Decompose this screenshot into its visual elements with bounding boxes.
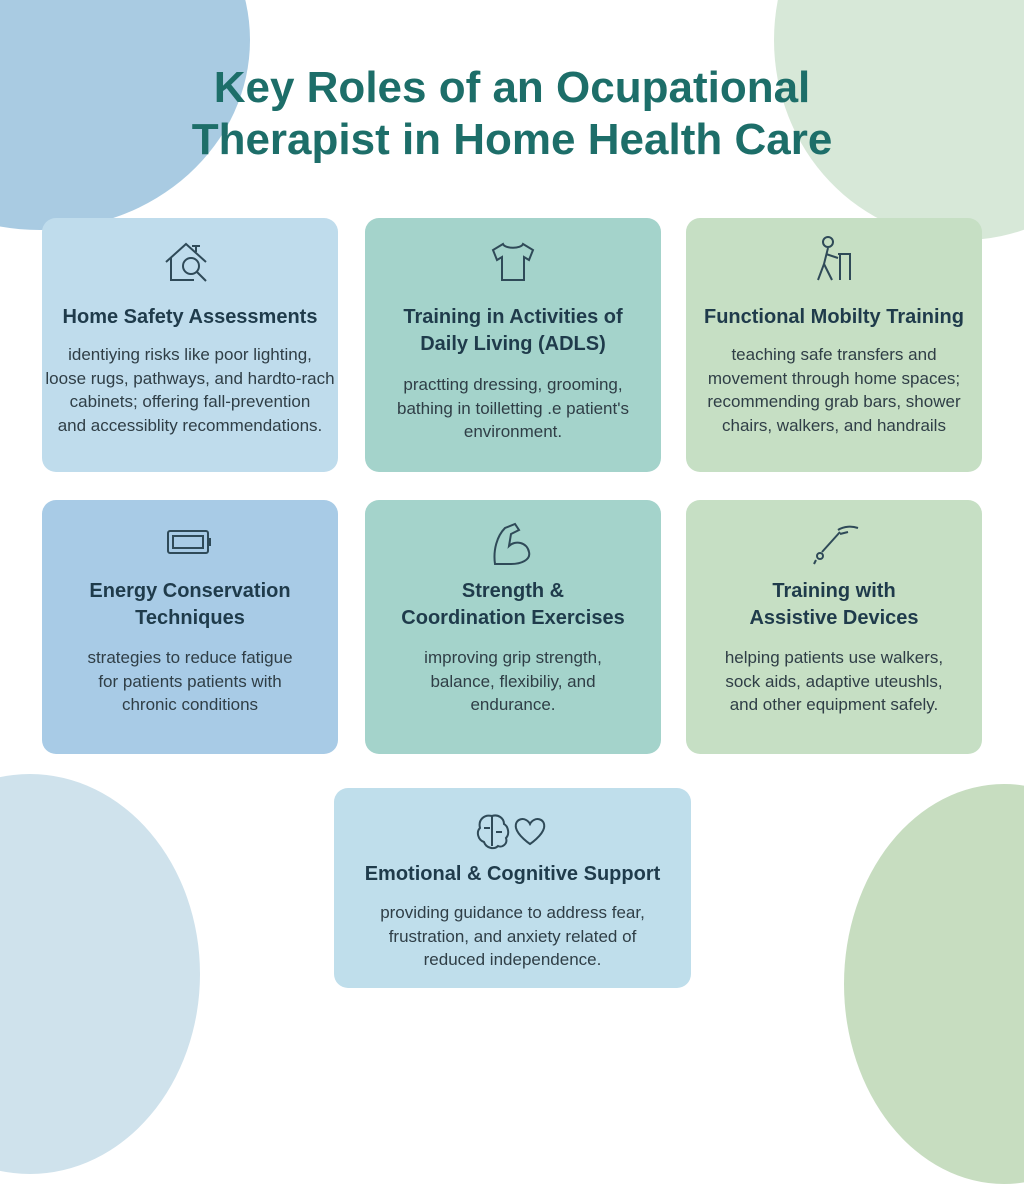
card-description: providing guidance to address fear, frustration, and anxiety related of reduced independence.: [380, 903, 645, 969]
card-title: Strength & Coordination Exercises: [401, 580, 625, 629]
flexed-arm-icon: [481, 514, 545, 570]
corner-blob-bottom-right: [844, 784, 1024, 1184]
card-home-safety: [42, 218, 338, 472]
card-emotional-cognitive: [334, 788, 691, 988]
title-line-1: Key Roles of an Ocupational: [213, 63, 811, 112]
card-energy-conservation: [42, 500, 338, 754]
page-title: [0, 62, 1024, 166]
corner-blob-bottom-left: [0, 774, 200, 1174]
card-description: teaching safe transfers and movement through home spaces; recommending grab bars, shower chairs, walkers, and handrails: [707, 345, 961, 435]
hand-tool-icon: [802, 514, 866, 570]
card-strength-coordination: [365, 500, 661, 754]
card-description: identiying risks like poor lighting, loose rugs, pathways, and hardto-rach cabinets; offering fall-prevention and accessiblity recommendations.: [45, 345, 335, 435]
card-title: Energy Conservation Techniques: [89, 580, 291, 629]
card-title: Training with Assistive Devices: [749, 580, 919, 629]
card-description: strategies to reduce fatigue for patients patients with chronic conditions: [87, 648, 293, 714]
brain-heart-icon: [468, 802, 558, 858]
card-assistive-devices: [686, 500, 982, 754]
tshirt-icon: [481, 232, 545, 288]
card-title: Functional Mobilty Training: [704, 306, 964, 328]
card-description: improving grip strength, balance, flexibiliy, and endurance.: [424, 648, 602, 714]
card-description: practting dressing, grooming, bathing in toilletting .e patient's environment.: [397, 375, 629, 441]
card-description: helping patients use walkers, sock aids, adaptive uteushls, and other equipment safely.: [724, 648, 944, 714]
title-line-2: Therapist in Home Health Care: [191, 115, 833, 164]
card-adl-training: [365, 218, 661, 472]
person-walker-icon: [802, 232, 866, 288]
card-mobility-training: [686, 218, 982, 472]
house-magnifier-icon: [158, 232, 222, 288]
card-title: Emotional & Cognitive Support: [364, 863, 661, 885]
card-title: Home Safety Assessments: [62, 306, 318, 328]
card-title: Training in Activities of Daily Living (ADLS): [403, 306, 623, 355]
battery-icon: [158, 514, 222, 570]
